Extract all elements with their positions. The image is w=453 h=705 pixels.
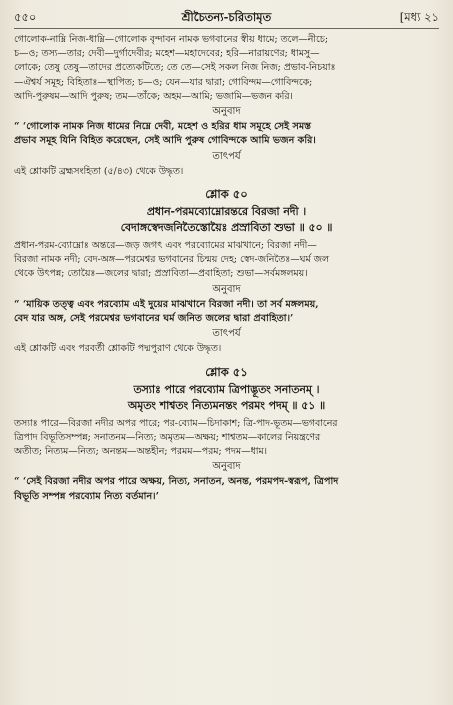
translation-49 xyxy=(14,120,439,149)
sloka-50 xyxy=(14,204,439,236)
synonym-line: ত্রিপাদ বিভূতিসম্পন্ন; সনাতনম—নিত্য; অমৃতম—অক্ষয়; শাশ্বতম—কালের নিয়ন্ত্রণের xyxy=(14,431,321,443)
verse-title-51: শ্লোক ৫১ xyxy=(205,364,248,379)
translation-heading: অনুবাদ xyxy=(212,283,241,295)
synonym-line: আদি-পুরুষম—আদি পুরুষ; তম—তাঁকে; অহম—আমি; ভজামি—ভজন করি। xyxy=(14,90,293,102)
page-number: ৫৫০ xyxy=(14,10,37,24)
purport-line: এই শ্লোকটি এবং পরবর্তী শ্লোকটি পদ্মপুরাণ থেকে উদ্ধৃত। xyxy=(14,343,222,355)
synonym-line: গোলোক-নাম্নি নিজ-ধাম্নি—গোলোক বৃন্দাবন নামক ভগবানের স্বীয় ধামে; তলে—নীচে; xyxy=(14,34,329,45)
synonym-line: অতীত; নিত্যম—নিত্য; অনন্তম—অন্তহীন; পরমম—পরম; পদম—ধাম। xyxy=(14,446,268,458)
purport-heading: তাৎপর্য xyxy=(212,150,241,162)
synonym-line: বিরজা নামক নদী; বেদ-অঙ্গ—পরমেশ্বর ভগবানের চিন্ময় দেহ; স্বেদ-জনিতৈঃ—ঘর্ম জল xyxy=(14,254,330,266)
synonym-line: তস্যাঃ পারে—বিরজা নদীর অপর পারে; পর-ব্যোম—চিদাকাশ; ত্রি-পাদ-ভূতম—ভগবানের xyxy=(14,417,338,429)
section-label: [মধ্য ২১ xyxy=(399,10,439,24)
translation-line: প্রভাব সমূহ যিনি বিহিত করেছেন, সেই আদি পুরুষ গোবিন্দকে আমি ভজন করি। xyxy=(14,135,316,147)
translation-line: “ ‘সেই বিরজা নদীর অপর পারে অক্ষয়, নিত্য, সনাতন, অনন্ত, পরমপদ-স্বরূপ, ত্রিপাদ xyxy=(14,476,339,488)
translation-line: “ ‘মায়িক তত্ত্ব এবং পরব্যোম এই দুয়ের মাঝখানে বিরজা নদী। তা সর্ব মঙ্গলময়, xyxy=(14,298,319,310)
sloka-51 xyxy=(14,382,439,414)
translation-51 xyxy=(14,475,439,504)
synonym-line: চ—ও; তস্য—তার; দেবী—দুর্গাদেবীর; মহেশ—মহাদেবের; হরি—নারায়ণের; ধামসু— xyxy=(14,48,320,60)
translation-heading: অনুবাদ xyxy=(212,106,241,118)
synonyms-50 xyxy=(14,239,439,282)
purport-line: এই শ্লোকটি ব্রহ্মসংহিতা (৫/৪৩) থেকে উদ্ধৃত। xyxy=(14,165,184,177)
translation-line: বেদ যার অঙ্গ, সেই পরমেশ্বর ভগবানের ঘর্ম জনিত জলের দ্বারা প্রবাহিতা।’ xyxy=(14,313,294,325)
sloka-line: প্রধান-পরমব্যোম্নোরন্তরে বিরজা নদী । xyxy=(146,205,307,219)
synonym-line: —ঐশ্বর্য সমূহ; বিহিতাঃ—স্থাপিত; চ—ও; যেন—যার দ্বারা; গোবিন্দম—গোবিন্দকে; xyxy=(14,76,313,88)
sloka-line: তস্যাঃ পারে পরব্যোম ত্রিপাদ্ভূতং সনাতনম্ । xyxy=(133,382,320,396)
synonym-line: থেকে উৎপন্ন; তোয়ৈঃ—জলের দ্বারা; প্রস্রাবিতা—প্রবাহিতা; শুভা—সর্বমঙ্গলময়। xyxy=(14,268,308,280)
synonym-line: প্রধান-পরম-ব্যোম্নোঃ অন্তরে—জড় জগৎ এবং পরব্যোমের মাঝখানে; বিরজা নদী— xyxy=(14,240,317,252)
page-header xyxy=(14,6,439,29)
translation-50 xyxy=(14,298,439,327)
sloka-line: বেদাঙ্গস্বেদজনিতৈস্তোয়ৈঃ প্রস্রাবিতা শুভা ॥ ৫০ ॥ xyxy=(120,221,333,235)
translation-heading: অনুবাদ xyxy=(212,461,241,473)
book-title: শ্রীচৈতন্য-চরিতামৃত xyxy=(181,10,272,24)
translation-line: বিভূতি সম্পন্ন পরব্যোম নিত্য বর্তমান।’ xyxy=(14,490,159,502)
synonyms-49 xyxy=(14,33,439,104)
synonyms-51 xyxy=(14,417,439,460)
purport-heading: তাৎপর্য xyxy=(212,328,241,340)
verse-title-50: শ্লোক ৫০ xyxy=(205,187,248,202)
translation-line: “ ‘গোলোক নামক নিজ ধামের নিম্নে দেবী, মহেশ ও হরির ধাম সমূহে সেই সমস্ত xyxy=(14,121,312,133)
synonym-line: লোকে; তেষু তেষু—তাদের প্রত্যেকটিতে; তে তে—সেই সকল নিজ নিজ; প্রভাব-নিচয়াঃ xyxy=(14,62,336,74)
sloka-line: অমৃতং শাশ্বতং নিত্যমনন্তং পরমং পদম্ ॥ ৫১ ॥ xyxy=(127,398,326,412)
